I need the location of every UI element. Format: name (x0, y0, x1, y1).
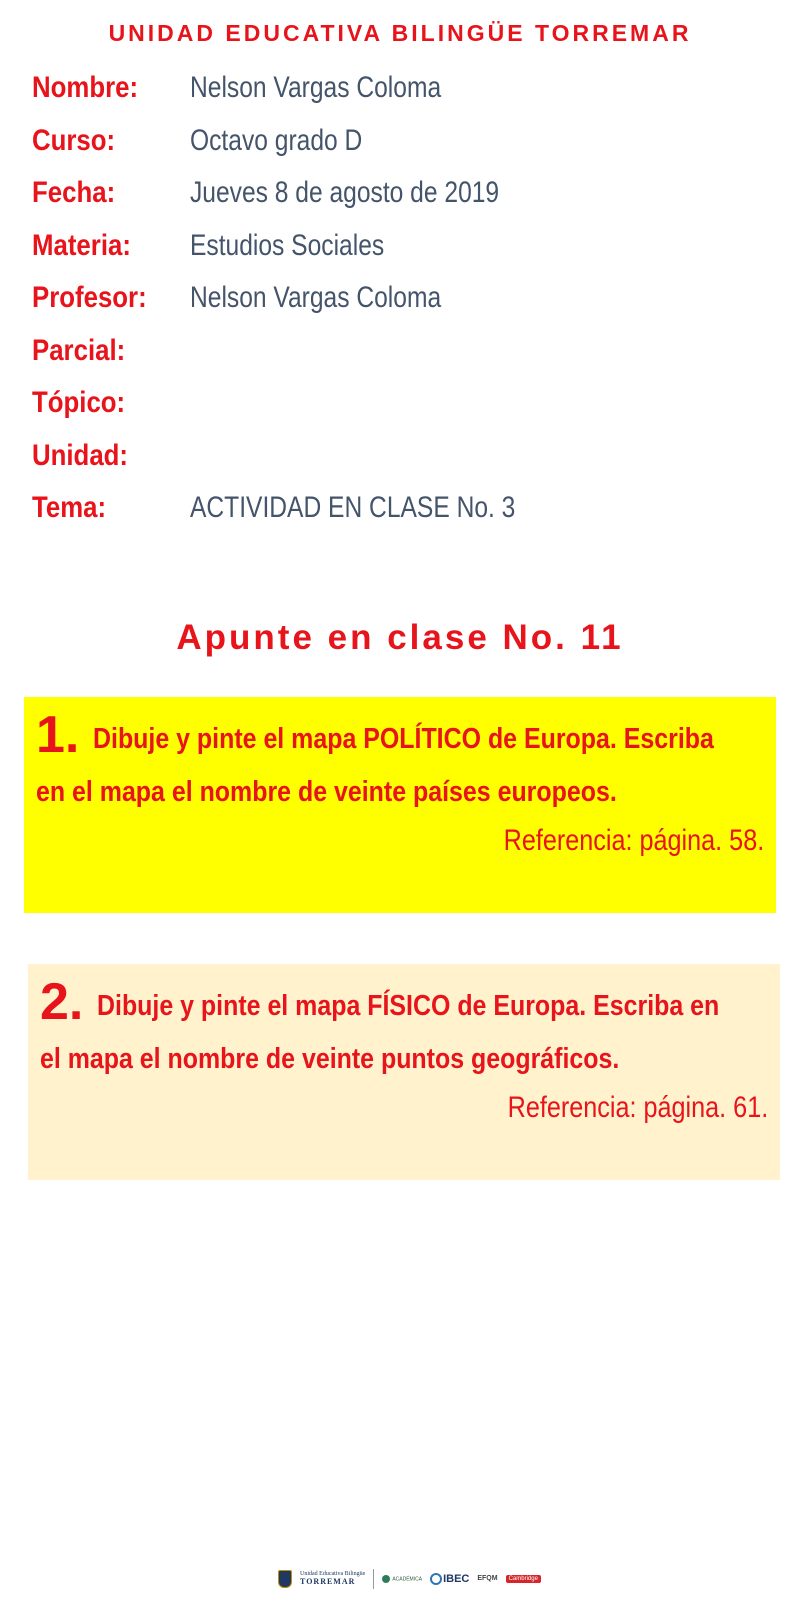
academica-logo (382, 1575, 422, 1583)
info-value: Estudios Sociales (190, 228, 385, 262)
task-number: 2. (40, 973, 84, 1031)
info-label: Tema: (32, 491, 107, 525)
footer-logos (278, 1568, 541, 1590)
info-row-curso (32, 115, 772, 168)
info-label: Profesor: (32, 281, 147, 315)
school-title: UNIDAD EDUCATIVA BILINGÜE TORREMAR (108, 20, 692, 46)
info-label: Tópico: (32, 386, 126, 420)
task-number: 1. (36, 706, 80, 764)
school-shield-icon (278, 1570, 292, 1588)
task-text: Dibuje y pinte el mapa FÍSICO de Europa. Escriba en (97, 990, 720, 1022)
academica-text: ACADÉMICA (392, 1576, 423, 1583)
info-row-parcial (32, 325, 772, 378)
info-row-materia (32, 220, 772, 273)
task-reference-text: Referencia: página. 58. (503, 824, 764, 857)
info-label: Fecha: (32, 176, 116, 210)
student-info (32, 62, 772, 535)
info-row-fecha (32, 167, 772, 220)
info-row-unidad (32, 430, 772, 483)
info-row-tema (32, 482, 772, 535)
ibec-icon (430, 1573, 442, 1585)
info-value: Octavo grado D (190, 123, 363, 157)
info-label: Unidad: (32, 438, 129, 472)
info-label: Nombre: (32, 71, 139, 105)
task-card-1 (24, 697, 776, 913)
note-title: Apunte en clase No. 11 (176, 618, 624, 657)
task-text: Dibuje y pinte el mapa POLÍTICO de Europa. Escriba (93, 723, 715, 755)
school-logo-name: TORREMAR (300, 1577, 356, 1586)
info-row-nombre (32, 62, 772, 115)
task-line-1 (40, 973, 770, 1033)
school-logo-text (300, 1571, 365, 1587)
task-reference (40, 1086, 770, 1130)
info-value: Nelson Vargas Coloma (190, 71, 442, 105)
info-value: Jueves 8 de agosto de 2019 (190, 176, 500, 210)
info-value: Nelson Vargas Coloma (190, 281, 442, 315)
info-row-profesor (32, 272, 772, 325)
task-line-1 (36, 706, 766, 766)
task-reference (36, 819, 766, 863)
task-line-2 (36, 766, 766, 819)
logo-divider (373, 1569, 374, 1589)
info-label: Curso: (32, 123, 116, 157)
task-card-2 (28, 964, 780, 1180)
task-text: en el mapa el nombre de veinte países europeos. (36, 776, 617, 808)
task-reference-text: Referencia: página. 61. (507, 1091, 768, 1124)
school-logo-small: Unidad Educativa Bilingüe (300, 1571, 366, 1577)
ibec-text: IBEC (443, 1572, 470, 1585)
task-line-2 (40, 1033, 770, 1086)
info-value: ACTIVIDAD EN CLASE No. 3 (190, 491, 516, 525)
ibec-logo (430, 1573, 469, 1585)
info-row-topico (32, 377, 772, 430)
academica-icon (382, 1575, 390, 1583)
cambridge-logo: Cambridge (506, 1575, 541, 1583)
info-label: Parcial: (32, 333, 126, 367)
efqm-logo: EFQM (477, 1575, 498, 1582)
task-text: el mapa el nombre de veinte puntos geográficos. (40, 1043, 620, 1075)
info-label: Materia: (32, 228, 131, 262)
